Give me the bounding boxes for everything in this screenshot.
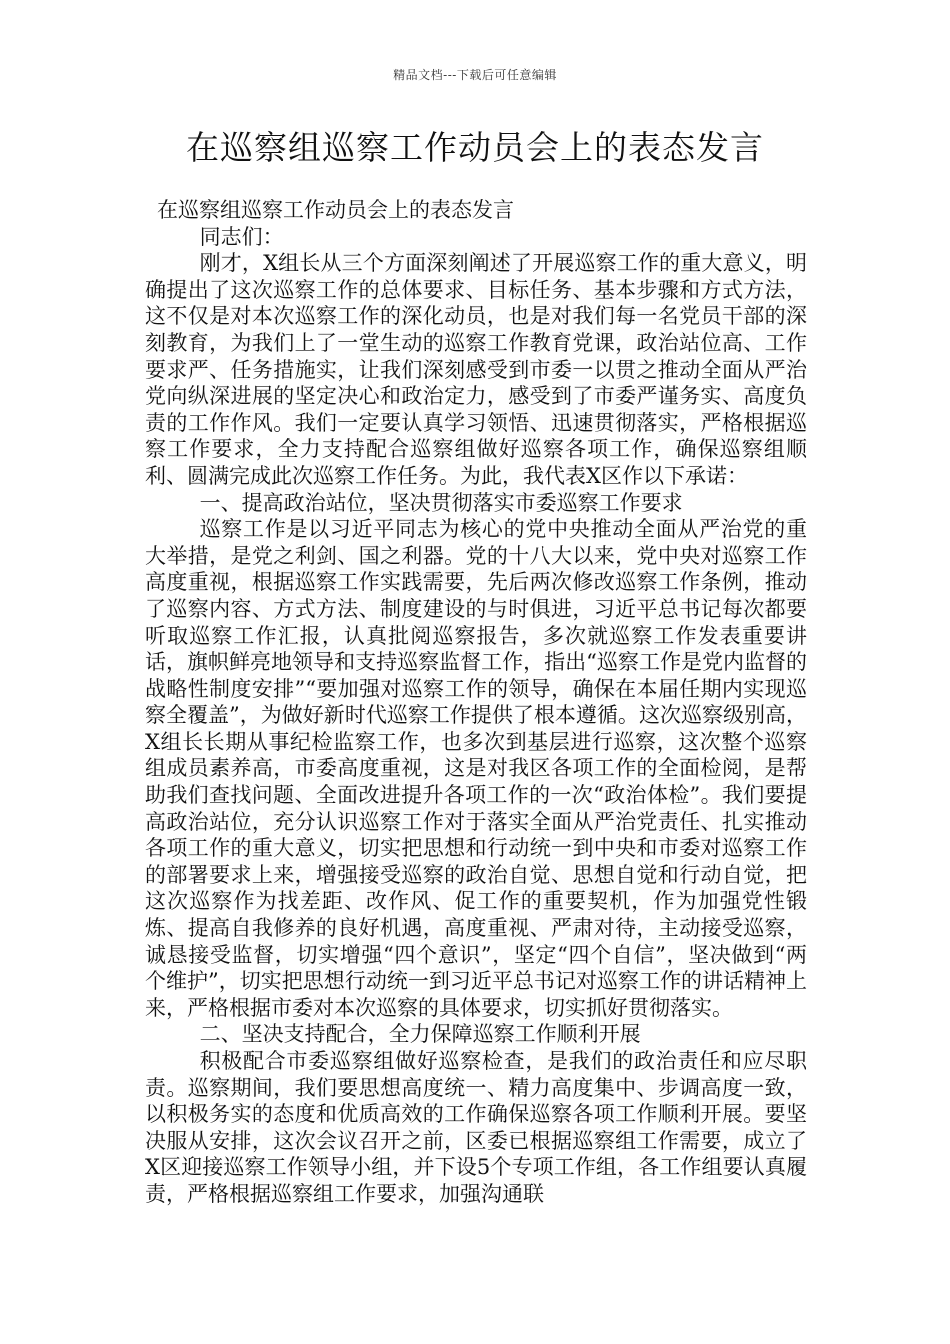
- section-heading-1: 一、提高政治站位，坚决贯彻落实市委巡察工作要求: [199, 490, 683, 515]
- salutation: 同志们：: [199, 224, 284, 249]
- paragraph-intro: 刚才，X组长从三个方面深刻阐述了开展巡察工作的重大意义，明确提出了这次巡察工作的总体要求、目标任务、基本步骤和方式方法，这不仅是对本次巡察工作的深化动员，也是对我们每一名党员干部的深刻教育，为我们上了一堂生动的巡察工作教育党课，政治站位高、工作要求严、任务措施实，让我们深刻感受到市委一以贯之推动全面从严治党向纵深进展的坚定决心和政治定力，感受到了市委严谨务实、高度负责的工作作风。我们一定要认真学习领悟、迅速贯彻落实，严格根据巡察工作要求，全力支持配合巡察组做好巡察各项工作，确保巡察组顺利、圆满完成此次巡察工作任务。为此，我代表X区作以下承诺：: [145, 251, 807, 488]
- document-body: [145, 197, 807, 1208]
- paragraph-section-1: 巡察工作是以习近平同志为核心的党中央推动全面从严治党的重大举措，是党之利剑、国之利器。党的十八大以来，党中央对巡察工作高度重视，根据巡察工作实践需要，先后两次修改巡察工作条例，推动了巡察内容、方式方法、制度建设的与时俱进，习近平总书记每次都要听取巡察工作汇报，认真批阅巡察报告，多次就巡察工作发表重要讲话，旗帜鲜亮地领导和支持巡察监督工作，指出“巡察工作是党内监督的战略性制度安排”“要加强对巡察工作的领导，确保在本届任期内实现巡察全覆盖”，为做好新时代巡察工作提供了根本遵循。这次巡察级别高，X组长长期从事纪检监察工作，也多次到基层进行巡察，这次整个巡察组成员素养高，市委高度重视，这是对我区各项工作的全面检阅，是帮助我们查找问题、全面改进提升各项工作的一次“政治体检”。我们要提高政治站位，充分认识巡察工作对于落实全面从严治党责任、扎实推动各项工作的重大意义，切实把思想和行动统一到中央和市委对巡察工作的部署要求上来，增强接受巡察的政治自觉、思想自觉和行动自觉，把这次巡察作为找差距、改作风、促工作的重要契机，作为加强党性锻炼、提高自我修养的良好机遇，高度重视、严肃对待，主动接受巡察，诚恳接受监督，切实增强“四个意识”，坚定“四个自信”，坚决做到“两个维护”，切实把思想行动统一到习近平总书记对巡察工作的讲话精神上来，严格根据市委对本次巡察的具体要求，切实抓好贯彻落实。: [145, 517, 807, 1020]
- document-title: 在巡察组巡察工作动员会上的表态发言: [186, 128, 764, 167]
- section-heading-2: 二、坚决支持配合，全力保障巡察工作顺利开展: [199, 1022, 641, 1047]
- paragraph-section-2: 积极配合市委巡察组做好巡察检查，是我们的政治责任和应尽职责。巡察期间，我们要思想高度统一、精力高度集中、步调高度一致，以积极务实的态度和优质高效的工作确保巡察各项工作顺利开展。要坚决服从安排，这次会议召开之前，区委已根据巡察组工作需要，成立了X区迎接巡察工作领导小组，并下设5个专项工作组，各工作组要认真履责，严格根据巡察组工作要求，加强沟通联: [145, 1049, 807, 1206]
- header-note: 精品文档---下载后可任意编辑: [393, 68, 557, 82]
- document-subtitle: 在巡察组巡察工作动员会上的表态发言: [157, 198, 514, 222]
